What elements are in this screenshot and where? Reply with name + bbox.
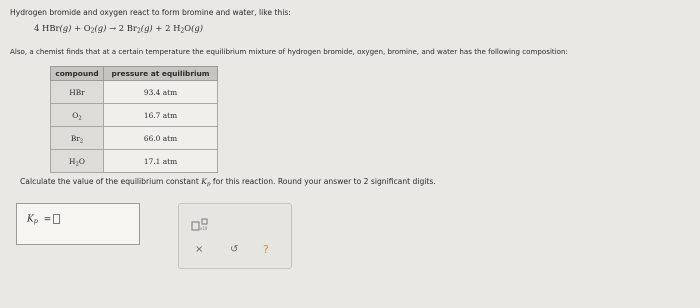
compound-cell: $Br_2$ xyxy=(51,127,104,150)
svg-text:x10: x10 xyxy=(200,226,208,231)
clear-button[interactable]: × xyxy=(195,244,204,255)
equilibrium-table xyxy=(50,66,218,173)
question-text: Calculate the value of the equilibrium constant $K_p$ for this reaction. Round your answer to 2 significant digits. xyxy=(20,177,436,188)
pressure-cell: 66.0 atm xyxy=(104,127,218,150)
intro-text: Hydrogen bromide and oxygen react to form bromine and water, like this: xyxy=(10,8,291,17)
reaction-equation: 4 $HBr(g) + O_2(g) \to 2$ $Br_2(g) + 2$ $H_2O(g)$ xyxy=(34,23,204,35)
pressure-cell: 17.1 atm xyxy=(104,150,218,173)
header-compound: compound xyxy=(51,67,104,81)
superscript-button[interactable] xyxy=(191,217,211,231)
answer-label: $K_p$ = xyxy=(27,214,60,225)
answer-input-box[interactable] xyxy=(53,214,60,224)
table-row xyxy=(51,127,218,150)
compound-cell: $O_2$ xyxy=(51,104,104,127)
superscript-icon xyxy=(191,218,211,232)
answer-field[interactable] xyxy=(16,203,140,245)
compound-cell: $H_2O$ xyxy=(51,150,104,173)
tools-panel xyxy=(178,203,292,269)
compound-cell: HBr xyxy=(51,81,104,104)
table-row xyxy=(51,104,218,127)
header-pressure: pressure at equilibrium xyxy=(104,67,218,81)
help-button[interactable]: ? xyxy=(263,243,269,256)
pressure-cell: 16.7 atm xyxy=(104,104,218,127)
pressure-cell: 93.4 atm xyxy=(104,81,218,104)
undo-button[interactable]: ↺ xyxy=(230,244,239,255)
table-row xyxy=(51,150,218,173)
composition-text: Also, a chemist finds that at a certain temperature the equilibrium mixture of hydrogen bromide, oxygen, bromine, and water has the following composition: xyxy=(10,47,568,56)
table-row xyxy=(51,81,218,104)
table-header-row xyxy=(51,67,218,81)
